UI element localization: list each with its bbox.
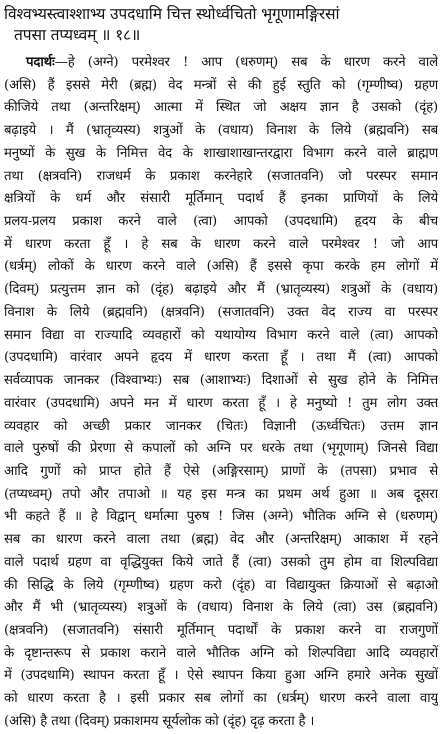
text-line: (तप्यध्वम्) तपो और तपाओ ॥ यह इस मन्त्र का प्रथम अर्थ हुआ ॥ अब दूसरा [4,486,438,502]
text-line: (उपदधामि) वारंवार अपने हृदय में धारण करता हूँ । तथा मैं (त्वा) आपको [4,350,438,366]
text-line: (धर्त्रम्) लोकों के धारण करने वाले (असि) हैं इससे कृपा करके हम लोगों में [4,259,438,275]
verse-line-1: विश्वभ्यस्त्वाश्शाभ्य उपदधामि चित्त स्थोर्ध्वचितो भृगूणामङ्गिरसां [4,5,340,23]
text-line: भी कहते हैं ॥ हे विद्वान् धर्मात्मा पुरुष ! जिस (अग्ने) भौतिक अग्नि से (धरुणम्) [4,509,438,525]
text-line: मनुष्यों के सुख के निमित्त वेद के शाखाशाखान्तरद्वारा विभाग करने वाले ब्राह्मण [4,145,438,161]
text-line: तथा (क्षत्रवनि) राजधर्म के प्रकाश करनेहारे (सजातवनि) जो परस्पर समान [4,168,438,184]
text-line: समान विद्या वा राज्यादि व्यवहारों को यथायोग्य विभाग करने वाले (त्वा) आपको [4,327,438,343]
commentary-body [4,52,438,734]
text-line: को धारण करता है । इसी प्रकार सब लोगों का (धर्त्रम्) धारण करने वाला वायु [4,691,438,707]
text-line: प्रलय-प्रलय प्रकाश करने वाले (त्वा) आपको (उपदधामि) हृदय के बीच [4,214,438,230]
verse-line-2: तपसा तप्यध्वम् ॥ १८॥ [14,26,141,44]
text-line: (दिवम्) प्रत्युत्तम ज्ञान को (दृंह) बढ़ाइये और मैं (भ्रातृव्यस्य) शत्रुओं के (वधाय) [4,282,438,298]
text-line: सर्वव्यापक जानकर (विश्वाभ्यः) सब (आशाभ्यः) दिशाओं से सुख होने के निमित्त [4,373,438,389]
mantra-verse [4,4,438,46]
text-line: (असि) हैं इससे मेरी (ब्रह्म) वेद मन्त्रों से की हुई स्तुति को (गृम्णीष्व) ग्रहण [4,77,438,93]
padartha-label: पदार्थः [26,55,55,70]
text-line: आदि गुणों को प्राप्त होते हैं ऐसे (अङ्गिरसाम्) प्राणों के (तपसा) प्रभाव से [4,463,438,479]
text-line: में (उपदधामि) स्थापन करता हूँ । ऐसे स्थापन किया हुआ अग्नि हमारे अनेक सुखों [4,668,438,684]
text-line [4,52,438,75]
text-line: वाले पुरुषों की प्रेरणा से कपालों को अग्नि पर धरके तथा (भृगूणाम्) जिनसे विद्या [4,441,438,457]
text-line: व्यवहार को अच्छी प्रकार जानकर (चितः) विज्ञानी (ऊर्ध्वचितः) उत्तम ज्ञान [4,418,438,434]
text-line: और मैं भी (भ्रातृव्यस्य) शत्रुओं के (वधाय) विनाश के लिये (त्वा) उस (ब्रह्मवनि) [4,600,438,616]
text-line: में धारण करता हूँ । हे सब के धारण करने वाले परमेश्वर ! जो आप [4,236,438,252]
text-line: (क्षत्रवनि) (सजातवनि) संसारी मूर्तिमान् पदार्थों के प्रकाश करने वा राजगुणों [4,622,438,638]
text-line: कीजिये तथा (अन्तरिक्षम्) आत्मा में स्थित जो अक्षय ज्ञान है उसको (दृंह) [4,100,438,116]
text-line: विनाश के लिये (ब्रह्मवनि) (क्षत्रवनि) (सजातवनि) उक्त वेद राज्य वा परस्पर [4,304,438,320]
text-line: वारंवार (उपदधामि) अपने मन में धारण करता हूँ । हे मनुष्यो ! तुम लोग उक्त [4,395,438,411]
text-line: क्षत्रियों के धर्म और संसारी मूर्तिमान् पदार्थ हैं इनका प्राणियों के लिये [4,191,438,207]
text-line: के दृष्टान्तरूप से प्रकाश कराने वाले भौतिक अग्नि को शिल्पविद्या आदि व्यवहारों [4,645,438,661]
text-line: बढ़ाइये । मैं (भ्रातृव्यस्य) शत्रुओं के (वधाय) विनाश के लिये (ब्रह्मवनि) सब [4,123,438,139]
text-line: वाले पदार्थ ग्रहण वा वृद्धियुक्त किये जाते हैं (त्वा) उसको तुम होम वा शिल्पविद्या [4,554,438,570]
text-line: (असि) है तथा (दिवम्) प्रकाशमय सूर्यलोक को (दृंह) दृढ़ करता है । [4,713,315,729]
text-line-content: —हे (अग्ने) परमेश्वर ! आप (धरुणम्) सब के धारण करने वाले [54,55,438,70]
text-line: की सिद्धि के लिये (गृम्णीष्व) ग्रहण करो (दृंह) वा विद्यायुक्त क्रियाओं से बढ़ाओ [4,577,438,593]
text-line: सब का धारण करने वाला तथा (ब्रह्म) वेद और (अन्तरिक्षम्) आकाश में रहने [4,532,438,548]
